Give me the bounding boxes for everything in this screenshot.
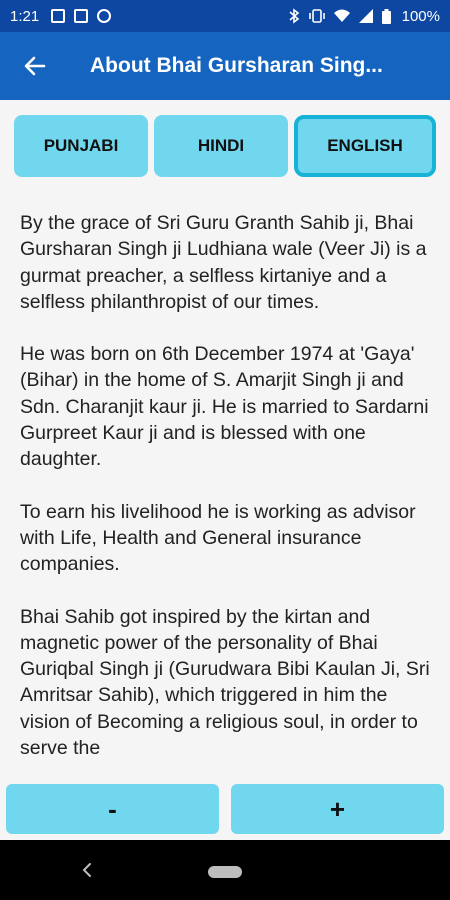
signal-icon <box>359 9 373 23</box>
back-button[interactable] <box>0 32 70 100</box>
battery-icon <box>382 9 391 24</box>
arrow-back-icon <box>23 54 47 78</box>
english-button[interactable]: ENGLISH <box>294 115 436 177</box>
wifi-icon <box>334 9 350 23</box>
battery-percentage: 100% <box>401 7 440 25</box>
vibrate-icon <box>309 9 325 23</box>
paragraph: To earn his livelihood he is working as advisor with Life, Health and General insurance companies. <box>20 500 416 576</box>
decrease-text-size-button[interactable]: - <box>6 784 219 834</box>
about-text-content[interactable] <box>20 210 430 780</box>
paragraph: Bhai Sahib got inspired by the kirtan and magnetic power of the personality of Bhai Guriqbal Singh ji (Gurudwara Bibi Kaulan Ji, Sri Amritsar Sahib), which triggered in him the vision of Becoming a religious soul, in order to serve the <box>20 605 430 760</box>
sync-notification-icon <box>97 9 111 23</box>
hindi-button[interactable]: HINDI <box>154 115 288 177</box>
status-time: 1:21 <box>10 7 40 25</box>
mail-notification-icon <box>74 9 88 23</box>
status-bar <box>0 0 450 32</box>
nav-home-pill[interactable] <box>208 866 242 878</box>
paragraph: He was born on 6th December 1974 at 'Gaya' (Bihar) in the home of S. Amarjit Singh ji and Sdn. Charanjit kaur ji. He is married to Sardarni Gurpreet Kaur ji and is blessed with one daughter. <box>20 343 429 471</box>
text-size-controls <box>0 780 450 840</box>
image-notification-icon <box>51 9 65 23</box>
punjabi-button[interactable]: PUNJABI <box>14 115 148 177</box>
nav-back-icon[interactable] <box>80 860 94 880</box>
app-bar <box>0 32 450 100</box>
language-selector <box>14 115 436 177</box>
paragraph: By the grace of Sri Guru Granth Sahib ji, Bhai Gursharan Singh ji Ludhiana wale (Veer Ji) is a gurmat preacher, a selfless kirtaniye and a selfless philanthropist of our times. <box>20 212 427 313</box>
system-navigation-bar <box>0 840 450 900</box>
page-title: About Bhai Gursharan Sing... <box>90 54 383 77</box>
increase-text-size-button[interactable]: + <box>231 784 444 834</box>
bluetooth-icon <box>288 8 300 24</box>
